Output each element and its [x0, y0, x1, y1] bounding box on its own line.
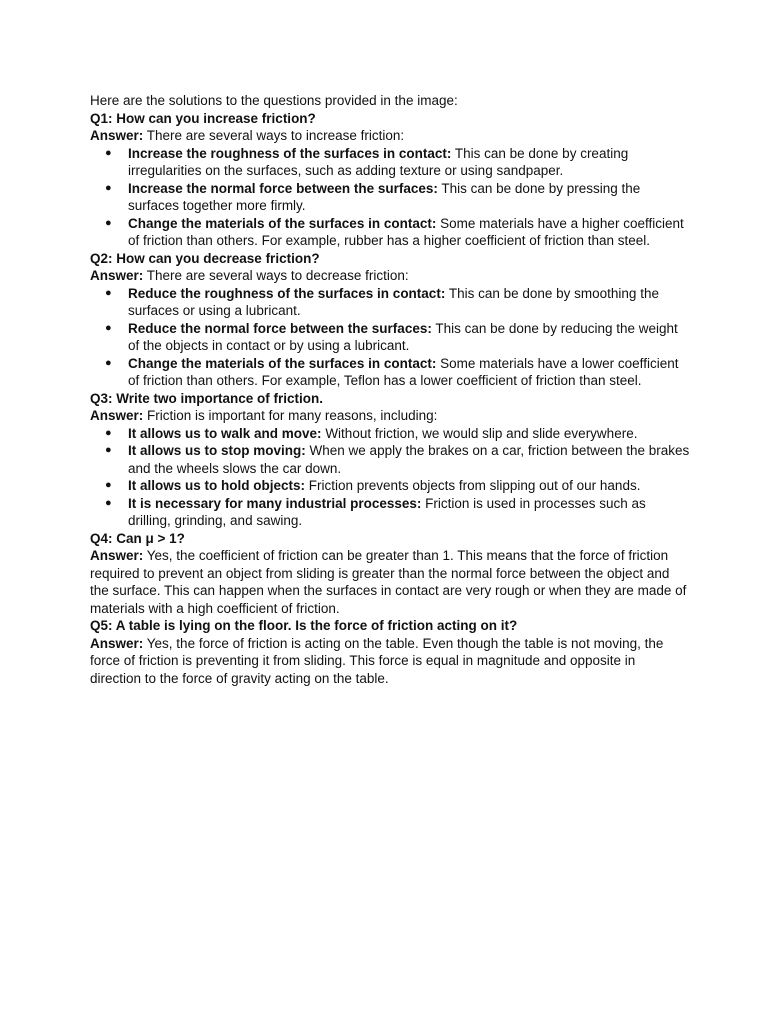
item-text: Friction prevents objects from slipping out of our hands. [308, 478, 641, 493]
answer-text: There are several ways to decrease friction: [146, 268, 409, 283]
item-heading: Increase the normal force between the surfaces: [128, 180, 438, 196]
list-item [90, 320, 690, 355]
question-heading: Q4: Can μ > 1? [90, 530, 185, 546]
question-heading: Q2: How can you decrease friction? [90, 250, 320, 266]
item-text: Some materials have a higher coefficient of friction than others. For example, rubber has a higher coefficient of friction than steel. [128, 215, 684, 248]
item-text: This can be done by smoothing the surfaces or using a lubricant. [128, 285, 659, 318]
list-item [90, 145, 690, 180]
answer-paragraph [90, 127, 690, 145]
answer-paragraph [90, 267, 690, 285]
list-item [90, 180, 690, 215]
item-text: Without friction, we would slip and slide everywhere. [325, 425, 638, 441]
bullet-icon: ● [105, 479, 112, 491]
list-item [90, 442, 690, 477]
item-heading: It allows us to hold objects: [128, 478, 306, 493]
item-heading: It allows us to stop moving: [128, 443, 306, 458]
item-heading: It is necessary for many industrial processes: [128, 495, 422, 511]
intro-text: Here are the solutions to the questions provided in the image: [90, 93, 458, 108]
question-heading: Q1: How can you increase friction? [90, 110, 316, 126]
answer-text: Friction is important for many reasons, including: [147, 408, 438, 423]
item-heading: Change the materials of the surfaces in contact: [128, 355, 437, 371]
list-item [90, 495, 690, 530]
item-text: This can be done by creating irregularities on the surfaces, such as adding texture or using sandpaper. [128, 145, 629, 178]
item-heading: It allows us to walk and move: [128, 425, 322, 441]
bullet-icon: ● [105, 444, 112, 456]
list-item [90, 285, 690, 320]
list-item [90, 425, 690, 443]
section-q5 [90, 617, 690, 687]
answer-paragraph [90, 635, 690, 688]
document-body [90, 92, 690, 687]
bullet-icon: ● [105, 146, 112, 159]
section-q2 [90, 250, 690, 390]
bullet-icon: ● [105, 321, 112, 334]
item-text: When we apply the brakes on a car, friction between the brakes and the wheels slows the car down. [128, 443, 690, 476]
item-heading: Increase the roughness of the surfaces in contact: [128, 145, 452, 161]
section-q3 [90, 390, 690, 530]
question-heading: Q3: Write two importance of friction. [90, 390, 324, 406]
item-text: This can be done by pressing the surfaces together more firmly. [128, 180, 641, 213]
list-item [90, 477, 690, 495]
answer-label: Answer: [90, 128, 144, 143]
section-q4 [90, 530, 690, 618]
list-item [90, 215, 690, 250]
item-text: Some materials have a lower coefficient of friction than others. For example, Teflon has a lower coefficient of friction than steel. [128, 355, 679, 388]
answer-text: Yes, the coefficient of friction can be greater than 1. This means that the force of friction required to prevent an object from sliding is greater than the normal force between the object and the surface. This can happen when the surfaces in contact are very rough or when they are made of materials with a high coefficient of friction. [90, 548, 687, 616]
bullet-icon: ● [105, 181, 112, 194]
bullet-icon: ● [105, 216, 112, 229]
answer-paragraph [90, 547, 690, 617]
answer-paragraph [90, 407, 690, 425]
answer-label: Answer: [90, 408, 144, 423]
item-text: This can be done by reducing the weight of the objects in contact or by using a lubricant. [128, 320, 678, 353]
bullet-list [90, 285, 690, 390]
answer-text: There are several ways to increase friction: [146, 128, 405, 143]
answer-label: Answer: [90, 635, 144, 651]
bullet-icon: ● [105, 356, 112, 369]
question-heading: Q5: A table is lying on the floor. Is the force of friction acting on it? [90, 618, 518, 633]
bullet-icon: ● [105, 286, 112, 299]
bullet-list [90, 425, 690, 530]
item-heading: Change the materials of the surfaces in contact: [128, 215, 437, 231]
answer-text: Yes, the force of friction is acting on the table. Even though the table is not moving, the force of friction is preventing it from sliding. This force is equal in magnitude and opposite in direction to the force of gravity acting on the table. [90, 635, 664, 686]
answer-label: Answer: [90, 548, 144, 563]
answer-label: Answer: [90, 268, 144, 283]
bullet-icon: ● [105, 496, 112, 509]
item-heading: Reduce the normal force between the surfaces: [128, 320, 432, 336]
bullet-list [90, 145, 690, 250]
section-q1 [90, 110, 690, 250]
item-heading: Reduce the roughness of the surfaces in contact: [128, 285, 446, 301]
bullet-icon: ● [105, 426, 112, 439]
list-item [90, 355, 690, 390]
item-text: Friction is used in processes such as drilling, grinding, and sawing. [128, 495, 646, 528]
